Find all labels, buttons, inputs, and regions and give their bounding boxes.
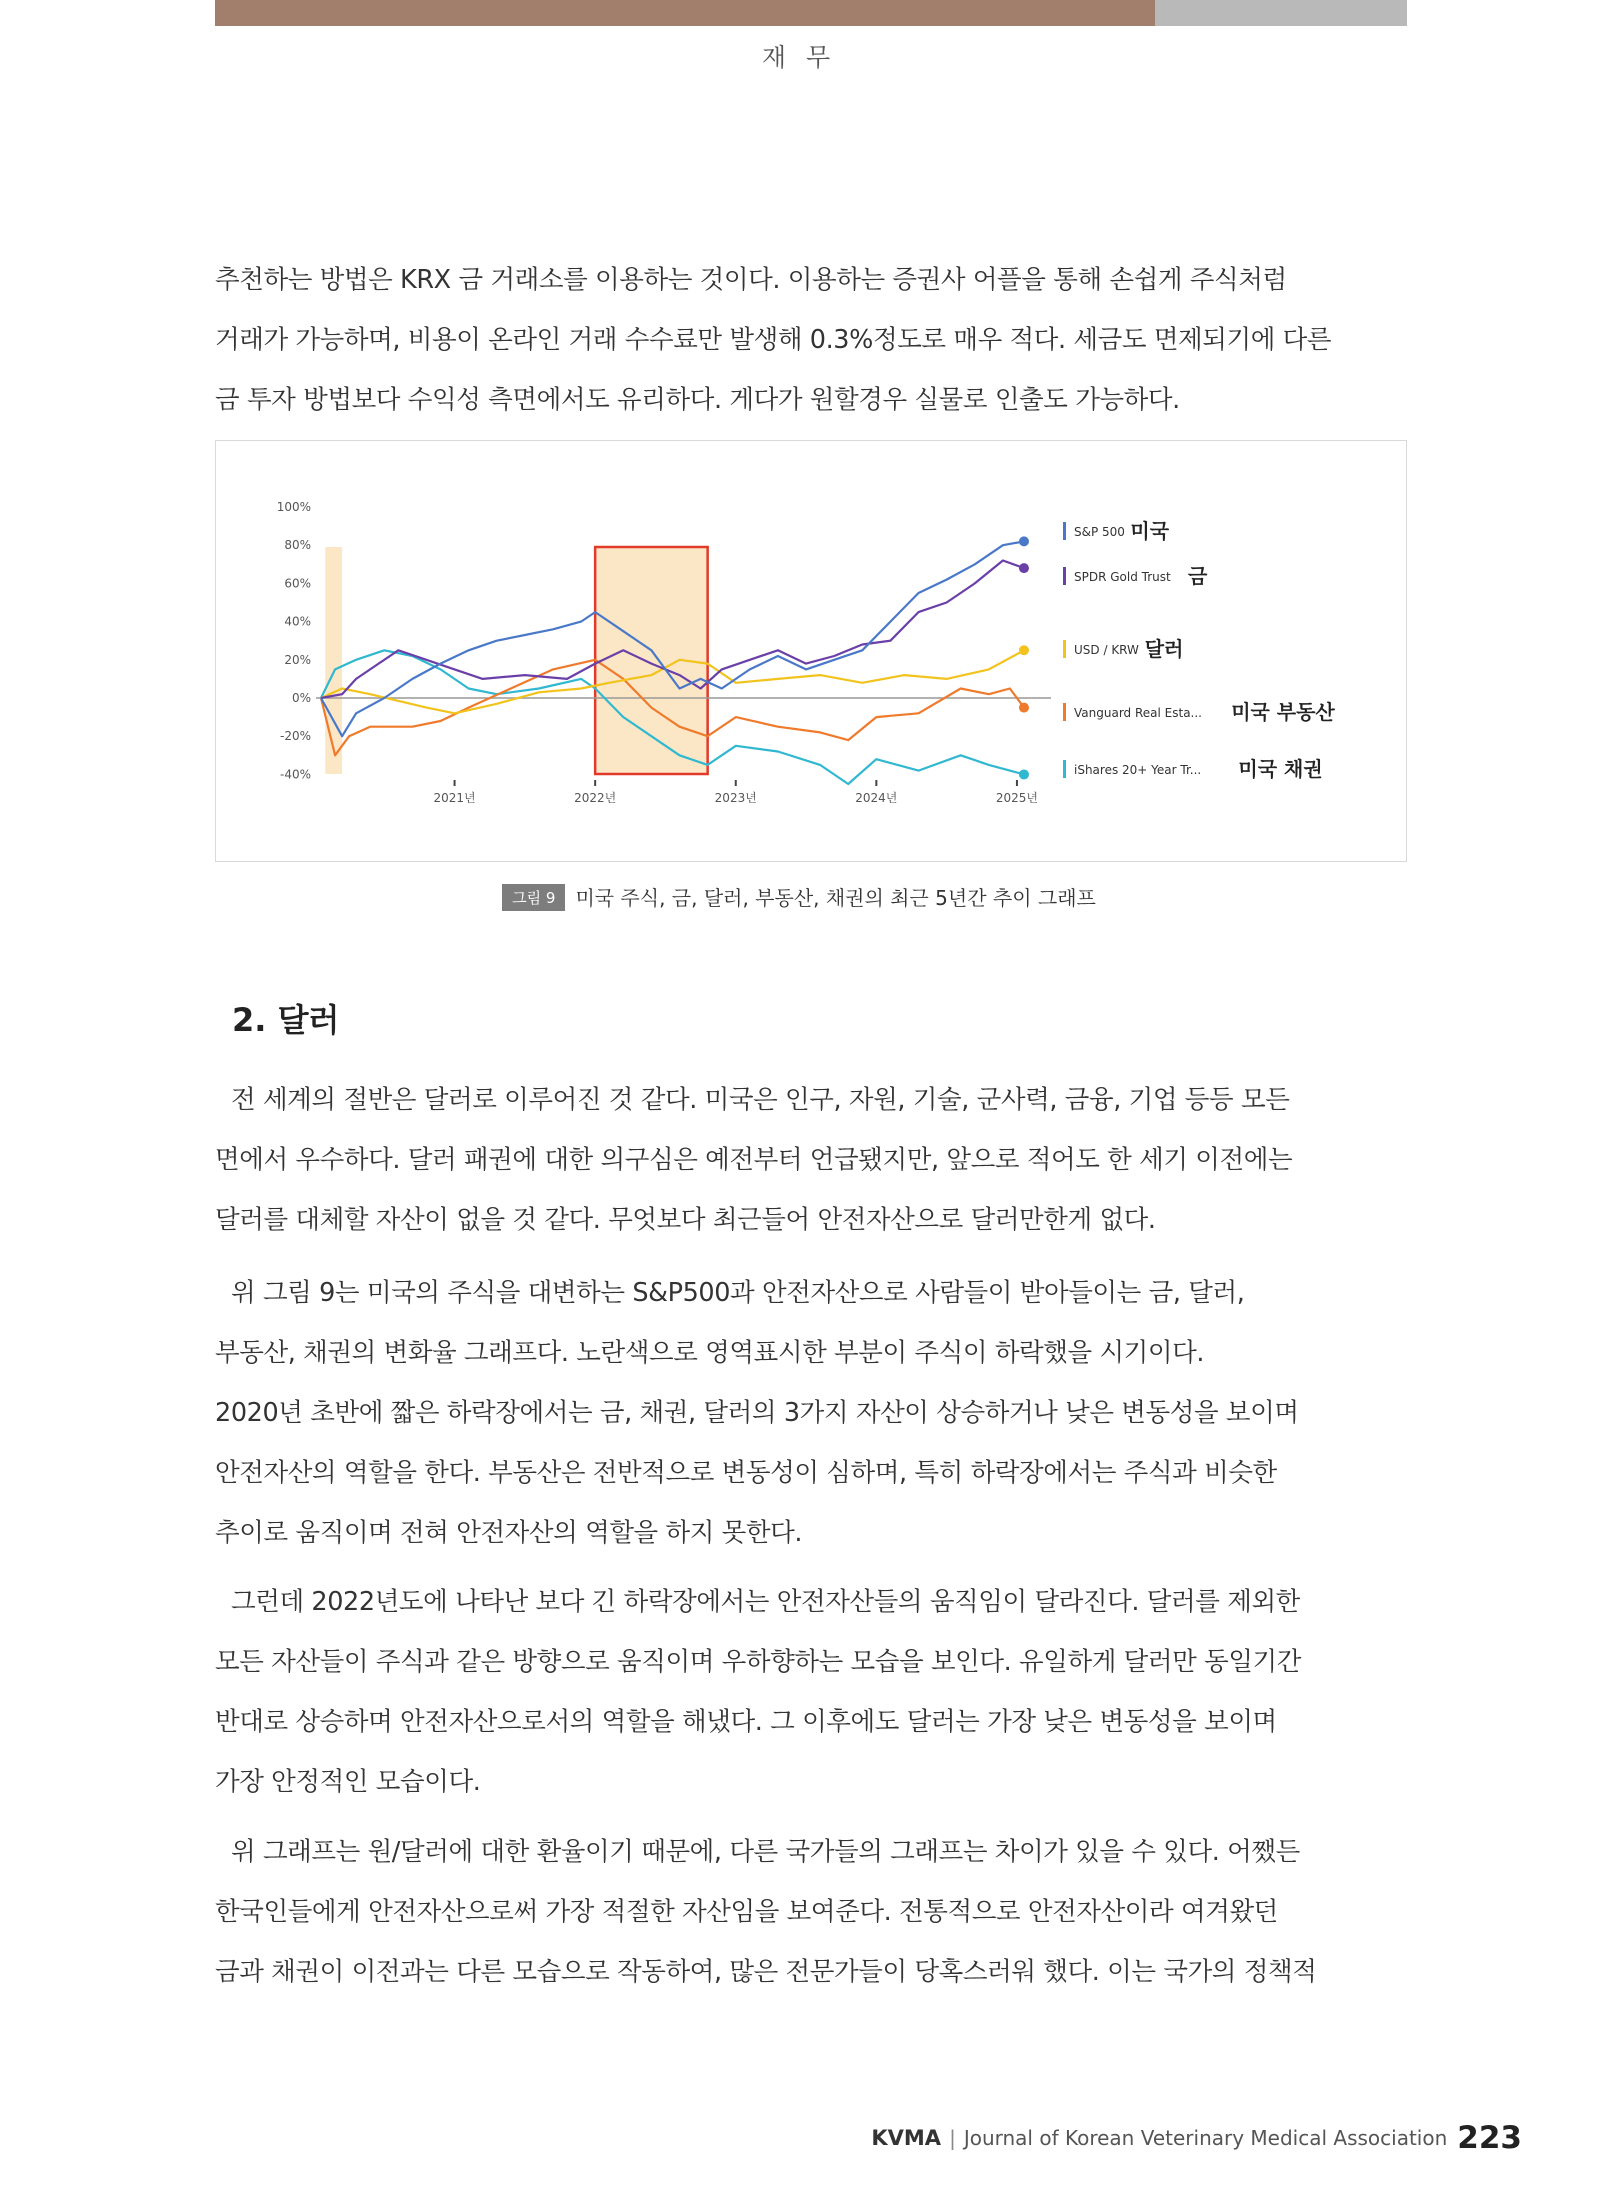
y-tick-label: 60% bbox=[284, 576, 311, 591]
legend-series-name: USD / KRW bbox=[1074, 643, 1139, 657]
x-tick-label: 2024년 bbox=[855, 791, 898, 805]
legend-korean-label: 금 bbox=[1188, 564, 1208, 588]
legend-swatch bbox=[1063, 640, 1066, 658]
series-end-point bbox=[1019, 703, 1029, 713]
paragraph-line: 달러를 대체할 자산이 없을 것 같다. 무엇보다 최근들어 안전자산으로 달러만한게 없다. bbox=[215, 1205, 1156, 1235]
footer-journal: Journal of Korean Veterinary Medical Association bbox=[963, 2126, 1448, 2150]
paragraph-line: 부동산, 채권의 변화율 그래프다. 노란색으로 영역표시한 부분이 주식이 하락했을 시기이다. bbox=[215, 1338, 1205, 1368]
legend-swatch bbox=[1063, 522, 1066, 540]
highlight-region bbox=[325, 547, 342, 774]
y-tick-label: 80% bbox=[284, 538, 311, 553]
series-end-point bbox=[1019, 563, 1029, 573]
section-header: 재 무 bbox=[761, 43, 837, 72]
paragraph-line: 반대로 상승하며 안전자산으로서의 역할을 해냈다. 그 이후에도 달러는 가장 낮은 변동성을 보이며 bbox=[215, 1707, 1277, 1737]
paragraph-2 bbox=[215, 1263, 1407, 1563]
intro-line: 거래가 가능하며, 비용이 온라인 거래 수수료만 발생해 0.3%정도로 매우 적다. 세금도 면제되기에 다른 bbox=[215, 325, 1332, 355]
y-tick-label: -40% bbox=[279, 767, 311, 782]
figure-caption bbox=[0, 882, 1598, 911]
paragraph-line: 면에서 우수하다. 달러 패권에 대한 의구심은 예전부터 언급됐지만, 앞으로 적어도 한 세기 이전에는 bbox=[215, 1145, 1293, 1175]
y-tick-label: 40% bbox=[284, 614, 311, 629]
paragraph-line: 추이로 움직이며 전혀 안전자산의 역할을 하지 못한다. bbox=[215, 1518, 803, 1548]
series-end-point bbox=[1019, 536, 1029, 546]
legend-swatch bbox=[1063, 703, 1066, 721]
figure-label: 그림 9 bbox=[502, 884, 565, 911]
page-number: 223 bbox=[1457, 2120, 1522, 2156]
legend-korean-label: 달러 bbox=[1144, 637, 1184, 661]
paragraph-4 bbox=[215, 1822, 1407, 2002]
footer-separator: | bbox=[949, 2126, 956, 2150]
legend-series-name: SPDR Gold Trust bbox=[1074, 570, 1171, 584]
legend-series-name: S&P 500 bbox=[1074, 525, 1125, 539]
x-tick-label: 2022년 bbox=[574, 791, 617, 805]
paragraph-line: 안전자산의 역할을 한다. 부동산은 전반적으로 변동성이 심하며, 특히 하락장에서는 주식과 비슷한 bbox=[215, 1458, 1277, 1488]
y-tick-label: -20% bbox=[279, 729, 311, 744]
top-bar-gray bbox=[1155, 0, 1407, 26]
x-tick-label: 2025년 bbox=[995, 791, 1039, 805]
legend-series-name: Vanguard Real Esta... bbox=[1074, 706, 1202, 720]
paragraph-line: 2020년 초반에 짧은 하락장에서는 금, 채권, 달러의 3가지 자산이 상승하거나 낮은 변동성을 보이며 bbox=[215, 1398, 1299, 1428]
legend-swatch bbox=[1063, 567, 1066, 585]
legend-korean-label: 미국 부동산 bbox=[1231, 700, 1335, 724]
x-tick-label: 2021년 bbox=[433, 791, 476, 805]
paragraph-3 bbox=[215, 1572, 1407, 1812]
x-tick-label: 2023년 bbox=[714, 791, 757, 805]
y-tick-label: 100% bbox=[276, 500, 311, 514]
intro-line: 금 투자 방법보다 수익성 측면에서도 유리하다. 게다가 원할경우 실물로 인출도 가능하다. bbox=[215, 385, 1180, 415]
legend-swatch bbox=[1063, 760, 1066, 778]
series-end-point bbox=[1019, 769, 1029, 779]
legend-korean-label: 미국 bbox=[1130, 519, 1170, 543]
footer-brand: KVMA bbox=[871, 2126, 942, 2150]
paragraph-1 bbox=[215, 1070, 1407, 1250]
figure-9-chart bbox=[215, 440, 1407, 862]
intro-line: 추천하는 방법은 KRX 금 거래소를 이용하는 것이다. 이용하는 증권사 어플을 통해 손쉽게 주식처럼 bbox=[215, 265, 1287, 295]
line-chart bbox=[216, 441, 1406, 861]
intro-paragraph bbox=[215, 250, 1407, 430]
paragraph-line: 금과 채권이 이전과는 다른 모습으로 작동하여, 많은 전문가들이 당혹스러워 했다. 이는 국가의 정책적 bbox=[215, 1957, 1317, 1987]
paragraph-line: 위 그래프는 원/달러에 대한 환율이기 때문에, 다른 국가들의 그래프는 차이가 있을 수 있다. 어쨌든 bbox=[231, 1837, 1300, 1867]
legend-korean-label: 미국 채권 bbox=[1238, 757, 1323, 781]
top-bar-brown bbox=[215, 0, 1155, 26]
paragraph-line: 모든 자산들이 주식과 같은 방향으로 움직이며 우하향하는 모습을 보인다. 유일하게 달러만 동일기간 bbox=[215, 1647, 1302, 1677]
paragraph-line: 전 세계의 절반은 달러로 이루어진 것 같다. 미국은 인구, 자원, 기술, 군사력, 금융, 기업 등등 모든 bbox=[231, 1085, 1290, 1115]
paragraph-line: 위 그림 9는 미국의 주식을 대변하는 S&P500과 안전자산으로 사람들이 받아들이는 금, 달러, bbox=[231, 1278, 1245, 1308]
paragraph-line: 가장 안정적인 모습이다. bbox=[215, 1767, 481, 1797]
top-color-bar bbox=[215, 0, 1407, 26]
y-tick-label: 20% bbox=[284, 652, 311, 667]
legend-series-name: iShares 20+ Year Tr... bbox=[1074, 763, 1202, 777]
section-2-heading: 2. 달러 bbox=[232, 1001, 340, 1039]
paragraph-line: 그런데 2022년도에 나타난 보다 긴 하락장에서는 안전자산들의 움직임이 달라진다. 달러를 제외한 bbox=[231, 1587, 1300, 1617]
figure-caption-text: 미국 주식, 금, 달러, 부동산, 채권의 최근 5년간 추이 그래프 bbox=[575, 886, 1096, 910]
y-tick-label: 0% bbox=[291, 691, 311, 706]
paragraph-line: 한국인들에게 안전자산으로써 가장 적절한 자산임을 보여준다. 전통적으로 안전자산이라 여겨왔던 bbox=[215, 1897, 1278, 1927]
page-footer bbox=[871, 2120, 1522, 2156]
series-end-point bbox=[1019, 645, 1029, 655]
